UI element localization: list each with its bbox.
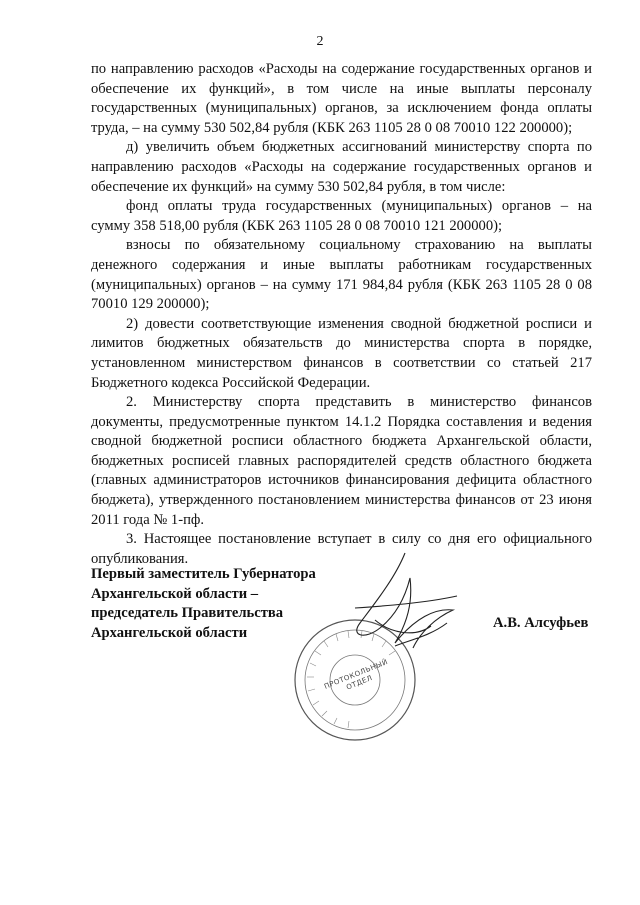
- paragraph: 2. Министерству спорта представить в министерство финансов документы, предусмотренные пунктом 14.1.2 Порядка составления и ведения сводной бюджетной росписи областного бюджета Архангельской области, бюджетных росписей главных распорядителей средств областного бюджета (главных администраторов источников финансирования дефицита областного бюджета), утвержденного постановлением министерства финансов от 23 июня 2011 года № 1-пф.: [91, 394, 592, 528]
- paragraph: д) увеличить объем бюджетных ассигнований министерству спорта по направлению расходов «Расходы на содержание государственных органов и обеспечение их функций» на сумму 530 502,84 рубля, в том числе:: [91, 139, 592, 195]
- handwritten-signature: [335, 548, 465, 658]
- document-body: [91, 60, 592, 569]
- paragraph: 3. Настоящее постановление вступает в силу со дня его официального опубликования.: [91, 531, 592, 567]
- position-line: Архангельской области –: [91, 585, 259, 602]
- position-line: председатель Правительства: [91, 605, 284, 622]
- position-line: Архангельской области: [91, 624, 248, 641]
- position-line: Первый заместитель Губернатора: [91, 566, 316, 582]
- signer-name: А.В. Алсуфьев: [493, 615, 589, 631]
- signatory-position: [91, 565, 316, 643]
- paragraph: взносы по обязательному социальному страхованию на выплаты денежного содержания и иные выплаты работникам государственных (муниципальных) органов – на сумму 171 984,84 рубля (КБК 263 1105 28 0 08 70010 129 200000);: [91, 237, 592, 313]
- paragraph: 2) довести соответствующие изменения сводной бюджетной росписи и лимитов бюджетных обязательств до министерства спорта в порядке, установленном министерством финансов в соответствии со статьей 217 Бюджетного кодекса Российской Федерации.: [91, 315, 592, 391]
- stamp-label: ПРОТОКОЛЬНЫЙ ОТДЕЛ: [323, 657, 390, 692]
- paragraph: по направлению расходов «Расходы на содержание государственных органов и обеспечение их функций», в том числе на иные выплаты персоналу государственных (муниципальных) органов, за исключением фонда оплаты труда, – на сумму 530 502,84 рубля (КБК 263 1105 28 0 08 70010 122 200000);: [91, 61, 592, 136]
- paragraph: фонд оплаты труда государственных (муниципальных) органов – на сумму 358 518,00 рубля (КБК 263 1105 28 0 08 70010 121 200000);: [91, 198, 592, 234]
- page-number: 2: [316, 34, 324, 49]
